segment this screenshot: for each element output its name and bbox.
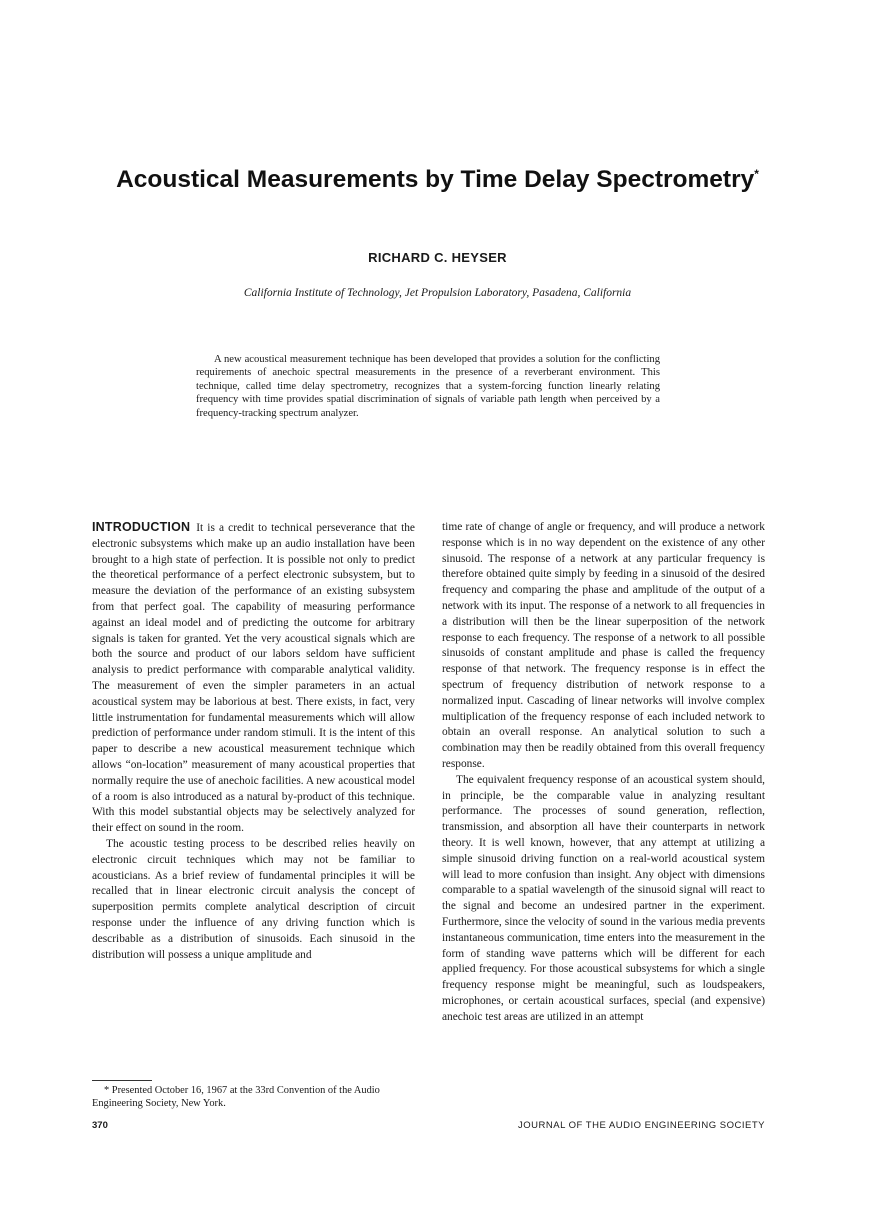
body-paragraph-text: It is a credit to technical perseverance that the electronic subsystems which make up an audio installation have been brought to a high state of perfection. It is possible not only to predict the theoretical performance of a perfect electronic subsystem, but to measure the deviation of the performance of an existing subsystem from that perfect goal. The capability of measuring performance against an ideal model and of predicting the outcome for arbitrary signals is taken for granted. Yet the very acoustical signals which are both the source and product of our labors seldom have sufficient analysis to predict performance with comparable analytical validity. The measurement of even the simpler parameters in an actual acoustical system may be laborious at best. There exists, in fact, very little instrumentation for fundamental measurements which will allow prediction of performance under random stimuli. It is the intent of this paper to describe a new acoustical measurement technique which allows “on-location” measurement of many acoustical properties that normally require the use of anechoic facilities. A new acoustical model of a room is also introduced as a natural by-product of this technique. With this model substantial objects may be selectively analyzed for their effect on sound in the room. xyxy=(92,522,415,835)
body-paragraph: The acoustic testing process to be described relies heavily on electronic circuit techniques which may not be familiar to acousticians. As a brief review of fundamental principles it will be recalled that in linear electronic circuit analysis the concept of superposition permits complete analytical description of circuit response under the influence of any driving function which is describable as a distribution of sinusoids. Each sinusoid in the distribution will possess a unique amplitude and xyxy=(92,837,415,961)
author-name: RICHARD C. HEYSER xyxy=(368,250,507,265)
paper-title-text: Acoustical Measurements by Time Delay Spectrometry xyxy=(116,166,755,193)
body-paragraph: time rate of change of angle or frequency, and will produce a network response which is in no way dependent on the existence of any other sinusoid. The response of a network at any particular frequency is therefore obtained quite simply by feeding in a sinusoid of the desired frequency and comparing the phase and amplitude of the output of a network with its input. The response of a network to all frequencies in a distribution will then be the linear superposition of the network response to each frequency. The response of a network to all possible sinusoids of constant amplitude and phase is called the frequency response of that network. The frequency response is in effect the spectrum of frequency distribution of network response to a normalized input. Cascading of linear networks will involve complex multiplication of the frequency response of each included network to obtain an overall response. An analytical solution to such a combination may then be readily obtained from this overall frequency response. xyxy=(442,521,765,770)
abstract: A new acoustical measurement technique has been developed that provides a solution for the conflicting requirements of anechoic spectral measurements in the presence of a reverberant environment. This technique, called time delay spectrometry, recognizes that a system-forcing function linearly relating frequency with time provides spatial discrimination of signals of variable path length when perceived by a frequency-tracking spectrum analyzer. xyxy=(196,354,660,419)
paper-title xyxy=(0,166,875,194)
author-affiliation: California Institute of Technology, Jet Propulsion Laboratory, Pasadena, California xyxy=(243,287,632,299)
body-paragraph xyxy=(92,520,415,837)
title-footnote-mark: * xyxy=(754,166,759,181)
footnote: * Presented October 16, 1967 at the 33rd Convention of the Audio Engineering Society, New York. xyxy=(92,1085,380,1109)
section-heading-introduction: INTRODUCTION xyxy=(92,520,191,534)
body-column-right xyxy=(442,520,765,1106)
body-column-left xyxy=(92,520,415,1045)
journal-name: JOURNAL OF THE AUDIO ENGINEERING SOCIETY xyxy=(518,1120,765,1131)
footnote-rule xyxy=(92,1080,152,1081)
body-paragraph: The equivalent frequency response of an acoustical system should, in principle, be the comparable value in analyzing resultant performance. The processes of sound generation, reflection, transmission, and absorption all have their counterparts in network theory. It is well known, however, that any attempt at utilizing a simple sinusoid driving function on a real-world acoustical system will lead to more confusion than insight. Any object with dimensions comparable to a spatial wavelength of the sinusoid signal will react to the signal and become an undesired partner in the experiment. Furthermore, since the velocity of sound in the various media prevents instantaneous communication, time enters into the measurement in the form of standing wave patterns which will be different for each applied frequency. For those acoustical subsystems for which a single frequency response might be meaningful, such as loudspeakers, microphones, or certain acoustical surfaces, special (and expensive) anechoic test areas are utilized in an attempt xyxy=(442,773,765,1023)
page-number: 370 xyxy=(92,1120,108,1131)
